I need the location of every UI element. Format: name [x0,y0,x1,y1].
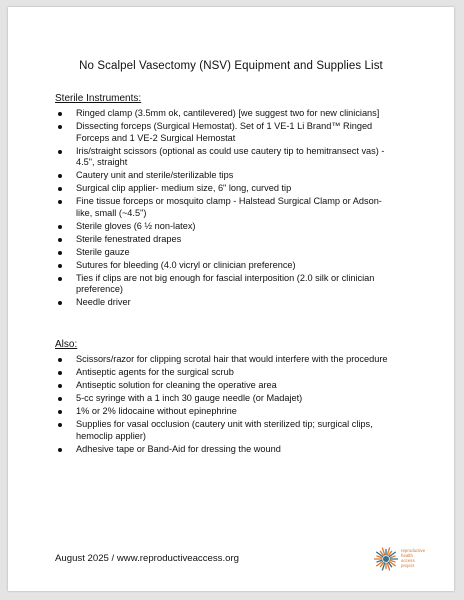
list-item-text: Fine tissue forceps or mosquito clamp - Halstead Surgical Clamp or Adson-like, small (~4.5") [76,196,382,218]
list-item-text: Sterile fenestrated drapes [76,233,182,244]
list-item-text: 1% or 2% lidocaine without epinephrine [76,405,237,416]
list-item [55,444,395,456]
bullet-icon [58,238,62,242]
bullet-icon [58,264,62,268]
list-item-text: Cautery unit and sterile/sterilizable tips [76,170,234,181]
bullet-icon [58,301,62,305]
logo-text [401,548,425,568]
also-list [55,354,395,455]
list-item [55,354,395,366]
list-item [55,221,395,233]
list-item [55,297,395,309]
also-heading: Also: [55,339,78,350]
bullet-icon [58,187,62,191]
list-item-text: Needle driver [76,297,131,308]
rhap-logo [374,547,444,573]
bullet-icon [58,150,62,154]
list-item [55,121,395,144]
list-item [55,367,395,379]
bullet-icon [58,384,62,388]
bullet-icon [58,225,62,229]
sterile-instruments-section [55,93,395,310]
bullet-icon [58,251,62,255]
logo-text-line: access [401,558,415,563]
logo-text-line: health [401,553,413,558]
list-item [55,380,395,392]
list-item [55,260,395,272]
document-page [8,7,454,591]
list-item [55,183,395,195]
bullet-icon [58,200,62,204]
also-section [55,339,395,456]
logo-text-line: project [401,563,415,568]
list-item [55,393,395,405]
list-item-text: Surgical clip applier- medium size, 6" long, curved tip [76,183,292,194]
list-item-text: Antiseptic solution for cleaning the operative area [76,379,277,390]
list-item [55,170,395,182]
bullet-icon [58,410,62,414]
reproductive-health-access-project-logo-icon [374,547,398,571]
list-item-text: Iris/straight scissors (optional as could use cautery tip to hemitransect vas) - 4.5", straight [76,145,385,168]
list-item-text: Ties if clips are not big enough for fascial interposition (2.0 silk or clinician preference) [76,272,375,295]
list-item [55,273,395,296]
bullet-icon [58,397,62,401]
list-item-text: Sterile gloves (6 ½ non-latex) [76,220,196,231]
document-title: No Scalpel Vasectomy (NSV) Equipment and Supplies List [79,60,383,72]
list-item [55,146,395,169]
bullet-icon [58,371,62,375]
sterile-instruments-list [55,108,395,309]
bullet-icon [58,125,62,129]
bullet-icon [58,423,62,427]
list-item [55,247,395,259]
sterile-instruments-heading: Sterile Instruments: [55,93,142,104]
list-item-text: Scissors/razor for clipping scrotal hair that would interfere with the procedure [76,354,388,364]
list-item-text: Sutures for bleeding (4.0 vicryl or clinician preference) [76,259,296,270]
bullet-icon [58,112,62,116]
logo-text-line: reproductive [401,548,426,553]
list-item-text: Ringed clamp (3.5mm ok, cantilevered) [we suggest two for new clinicians] [76,108,380,118]
list-item-text: Dissecting forceps (Surgical Hemostat). Set of 1 VE-1 Li Brand™ Ringed Forceps and 1 VE-2 Surgical Hemostat [76,120,373,143]
list-item [55,419,395,442]
list-item-text: 5-cc syringe with a 1 inch 30 gauge needle (or Madajet) [76,392,303,403]
bullet-icon [58,448,62,452]
list-item [55,108,395,120]
list-item-text: Antiseptic agents for the surgical scrub [76,366,234,377]
list-item-text: Sterile gauze [76,246,130,257]
list-item [55,234,395,246]
list-item-text: Supplies for vasal occlusion (cautery unit with sterilized tip; surgical clips, hemoclip applier) [76,418,373,441]
list-item [55,406,395,418]
list-item-text: Adhesive tape or Band-Aid for dressing the wound [76,443,281,454]
bullet-icon [58,277,62,281]
footer-date-website: August 2025 / www.reproductiveaccess.org [55,553,239,564]
list-item [55,196,395,219]
bullet-icon [58,358,62,362]
bullet-icon [58,174,62,178]
